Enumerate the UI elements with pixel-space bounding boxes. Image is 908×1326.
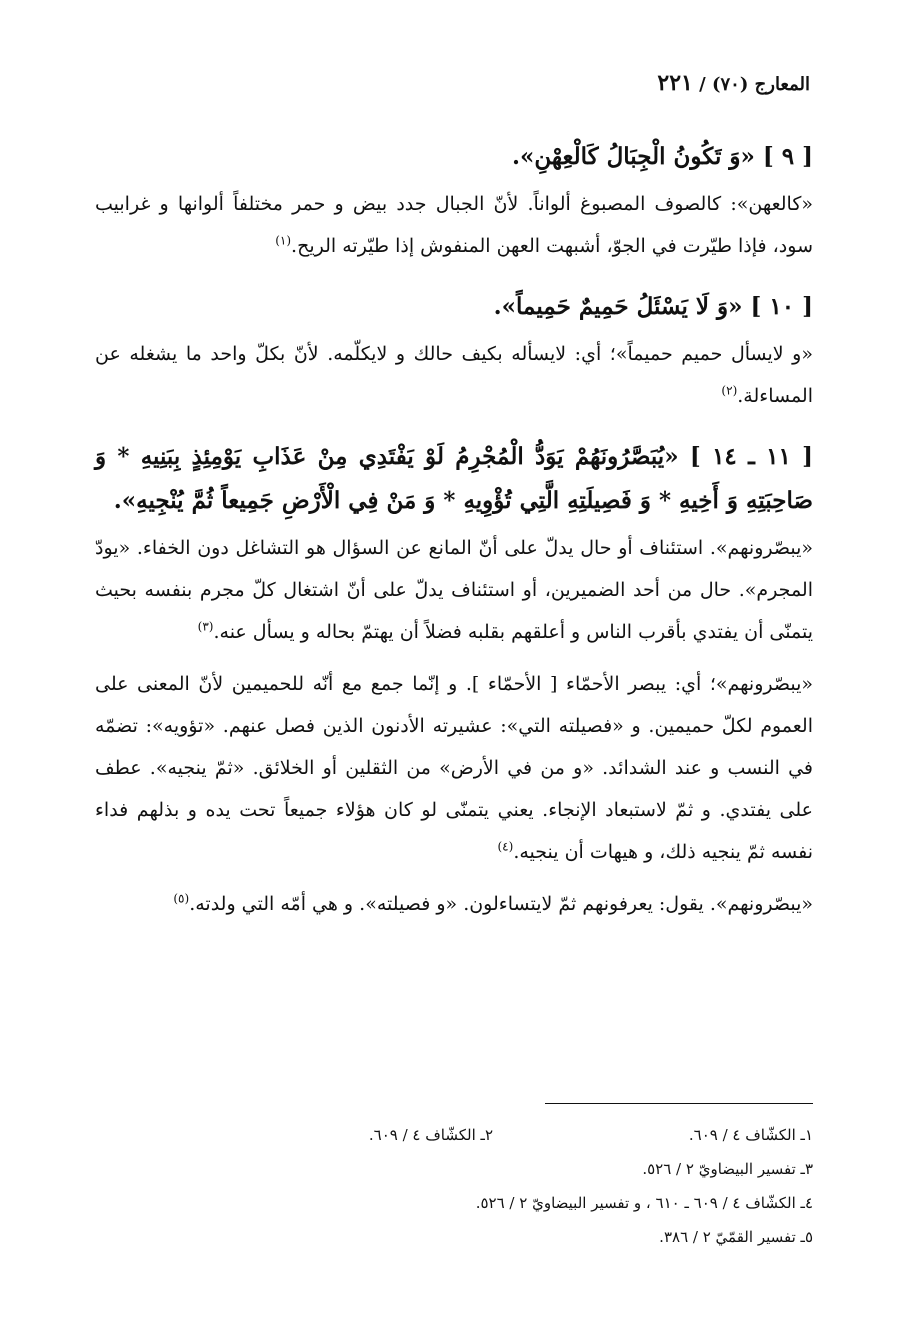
footnote-row [95,1118,813,1152]
footnote-row [95,1220,813,1254]
paragraph-text: «كالعهن»: كالصوف المصبوغ ألواناً. لأنّ الجبال جدد بيض و حمر مختلفاً ألوانها و غرابيب سود، فإذا طيّرت في الجوّ، أشبهت العهن المنفوش إذا طيّرته الريح. [95,193,813,257]
commentary-paragraph [95,333,813,417]
page-body [95,135,813,935]
commentary-paragraph [95,663,813,873]
paragraph-text: «يبصّرونهم»؛ أي: يبصر الأحمّاء [ الأحمّاء ]. و إنّما جمع مع أنّه للحميمين لأنّ المعنى على العموم لكلّ حميمين. و «فصيلته التي»: عشيرته الأدنون الذين فصل عنهم. «تؤويه»: تضمّه في النسب و عند الشدائد. «و من في الأرض» من الثقلين أو الخلائق. «ثمّ ينجيه». عطف على يفتدي. و ثمّ لاستبعاد الإنجاء. يعني يتمنّى لو كان هؤلاء جميعاً تحت يده و بذلهم فداء نفسه ثمّ ينجيه ذلك، و هيهات أن ينجيه. [95,673,813,863]
verse-heading: [ ١٠ ] «وَ لَا يَسْئَلُ حَمِيمٌ حَمِيماً». [493,293,813,320]
footnote-entry: ١ـ الكشّاف ٤ / ٦٠٩. [688,1126,813,1144]
footnote-row [95,1152,813,1186]
commentary-paragraph [95,527,813,653]
chapter-title: المعارج (٧٠) / [699,74,810,95]
verse-heading: [ ٩ ] «وَ تَكُونُ الْجِبَالُ كَالْعِهْنِ». [512,143,813,170]
paragraph-text: «يبصّرونهم». استئناف أو حال يدلّ على أنّ المانع عن السؤال هو التشاغل دون الخفاء. «يودّ المجرم». حال من أحد الضميرين، أو استئناف يدلّ على أنّ اشتغال كلّ مجرم بنفسه بحيث يتمنّى أن يفتدي بأقرب الناس و أعلقهم بقلبه فضلاً أن يهتمّ بحاله و يسأل عنه. [95,537,813,643]
footnote-marker: (٢) [721,383,738,398]
footnotes [95,1118,813,1254]
footnote-divider [545,1103,813,1104]
footnote-entry: ٢ـ الكشّاف ٤ / ٦٠٩. [368,1126,493,1144]
footnote-entry: ٤ـ الكشّاف ٤ / ٦٠٩ ـ ٦١٠ ، و تفسير البيضاويّ ٢ / ٥٢٦. [475,1194,813,1212]
footnote-marker: (٣) [197,619,214,634]
footnote-marker: (١) [275,233,292,248]
verse-heading: [ ١١ ـ ١٤ ] «يُبَصَّرُونَهُمْ يَوَدُّ الْمُجْرِمُ لَوْ يَفْتَدِي مِنْ عَذَابِ يَوْمِئِذٍ بِبَنِيهِ * وَ صَاحِبَتِهِ وَ أَخِيهِ * وَ فَصِيلَتِهِ الَّتِي تُؤْوِيهِ * وَ مَنْ فِي الْأَرْضِ جَمِيعاً ثُمَّ يُنْجِيهِ». [95,443,814,514]
footnote-marker: (٤) [497,839,514,854]
footnote-row [95,1186,813,1220]
paragraph-text: «و لايسأل حميم حميماً»؛ أي: لايسأله بكيف حالك و لايكلّمه. لأنّ بكلّ واحد ما يشغله عن المساءلة. [95,343,813,407]
page-number: ٢٢١ [657,70,693,96]
paragraph-text: «يبصّرونهم». يقول: يعرفونهم ثمّ لايتساءلون. «و فصيلته». و هي أمّه التي ولدته. [189,893,813,915]
commentary-paragraph [95,883,813,925]
page-header [657,70,810,96]
footnote-marker: (٥) [173,891,190,906]
commentary-paragraph [95,183,813,267]
footnote-entry: ٣ـ تفسير البيضاويّ ٢ / ٥٢٦. [642,1160,813,1178]
footnote-entry: ٥ـ تفسير القمّيّ ٢ / ٣٨٦. [659,1228,813,1246]
